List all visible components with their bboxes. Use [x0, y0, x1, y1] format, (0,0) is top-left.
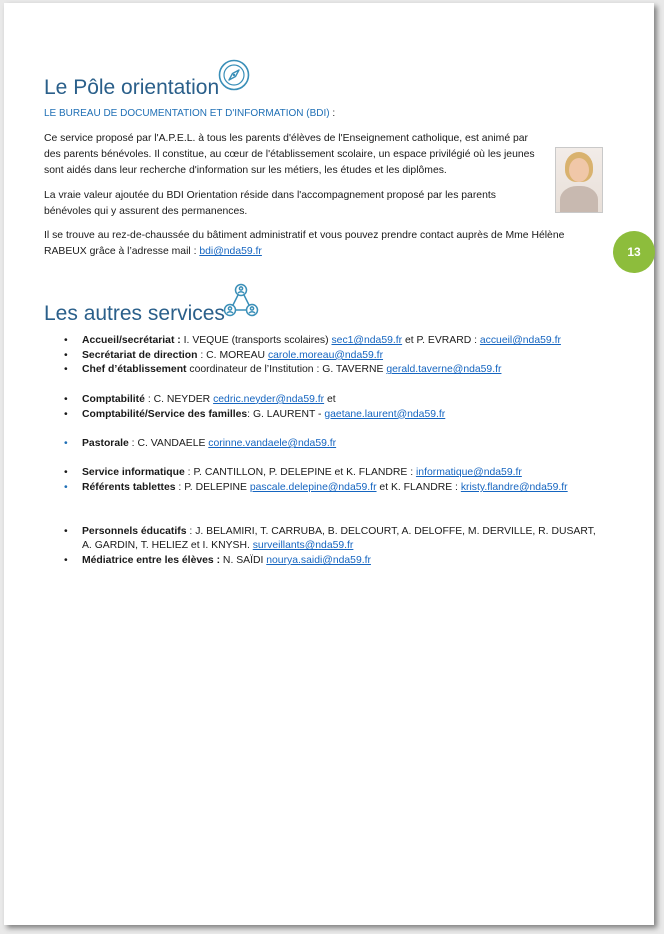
- list-spacer: [44, 496, 604, 525]
- service-item-personnels-educatifs: • Personnels éducatifs : J. BELAMIRI, T. CARRUBA, B. DELCOURT, A. DELOFFE, M. DERVILLE, R. DUSART, A. GARDIN, T. HELIEZ et I. KNYSH. surveillants@nda59.fr: [64, 525, 596, 552]
- bdi-subheading-colon: :: [329, 108, 336, 119]
- bdi-paragraph-2: La vraie valeur ajoutée du BDI Orientation réside dans l'accompagnement proposé par les parents bénévoles qui y assurent des permanences.: [44, 190, 496, 217]
- email-link-taverne[interactable]: gerald.taverne@nda59.fr: [386, 364, 502, 376]
- page-number-badge: 13: [613, 231, 655, 273]
- service-item-informatique: • Service informatique : P. CANTILLON, P. DELEPINE et K. FLANDRE : informatique@nda59.fr: [64, 467, 522, 479]
- email-link-neyder[interactable]: cedric.neyder@nda59.fr: [213, 393, 325, 405]
- contact-photo: [555, 147, 603, 213]
- people-network-icon: [223, 283, 259, 319]
- bdi-subheading-text: LE BUREAU DE DOCUMENTATION ET D'INFORMATION (BDI): [44, 108, 330, 119]
- section-title-orientation: Le Pôle orientation: [44, 76, 220, 99]
- section-title-services: Les autres services: [44, 302, 225, 325]
- service-item-accueil: • Accueil/secrétariat : I. VEQUE (transports scolaires) sec1@nda59.fr et P. EVRARD : accueil@nda59.fr: [64, 335, 561, 346]
- bdi-paragraph-1: Ce service proposé par l'A.P.E.L. à tous les parents d'élèves de l'Enseignement catholique, est animé par des parents bénévoles. Il constitue, au cœur de l'établissement scolaire, un espace privilégié où les jeunes sont aidés dans leur recherche d'information sur les métiers, les études et les diplômes.: [44, 133, 535, 176]
- email-link-delepine[interactable]: pascale.delepine@nda59.fr: [249, 481, 377, 493]
- email-link-laurent[interactable]: gaetane.laurent@nda59.fr: [324, 408, 446, 420]
- service-item-secretariat-direction: • Secrétariat de direction : C. MOREAU carole.moreau@nda59.fr: [64, 349, 384, 361]
- compass-icon: [218, 59, 250, 91]
- service-item-comptabilite: • Comptabilité : C. NEYDER cedric.neyder@nda59.fr et: [64, 393, 336, 405]
- services-list: [44, 334, 604, 569]
- list-spacer: [44, 422, 604, 437]
- email-link-flandre[interactable]: kristy.flandre@nda59.fr: [460, 481, 568, 493]
- bdi-email-link[interactable]: bdi@nda59.fr: [199, 246, 262, 257]
- list-spacer: [44, 378, 604, 393]
- email-link-surveillants[interactable]: surveillants@nda59.fr: [252, 540, 354, 552]
- email-link-moreau[interactable]: carole.moreau@nda59.fr: [267, 349, 384, 361]
- list-spacer: [44, 452, 604, 467]
- bdi-paragraph-3: [44, 228, 604, 260]
- bdi-paragraph-3-text: Il se trouve au rez-de-chaussée du bâtiment administratif et vous pouvez prendre contact auprès de Mme Hélène RABEUX grâce à l’adresse mail :: [44, 230, 565, 257]
- email-link-vandaele[interactable]: corinne.vandaele@nda59.fr: [208, 437, 337, 449]
- service-item-chef-etablissement: • Chef d’établissement coordinateur de l’Institution : G. TAVERNE gerald.taverne@nda59.fr: [64, 364, 502, 376]
- email-link-saidi[interactable]: nourya.saidi@nda59.fr: [266, 555, 371, 567]
- service-item-mediatrice: • Médiatrice entre les élèves : N. SAÏDI nourya.saidi@nda59.fr: [64, 555, 371, 567]
- service-item-service-familles: • Comptabilité/Service des familles: G. LAURENT - gaetane.laurent@nda59.fr: [64, 408, 446, 420]
- email-link-informatique[interactable]: informatique@nda59.fr: [415, 467, 522, 479]
- bdi-subheading: [44, 108, 335, 119]
- email-link-sec1[interactable]: sec1@nda59.fr: [331, 335, 403, 346]
- email-link-accueil[interactable]: accueil@nda59.fr: [479, 335, 561, 346]
- document-page: [4, 3, 654, 925]
- service-item-referents-tablettes: • Référents tablettes : P. DELEPINE pascale.delepine@nda59.fr et K. FLANDRE : kristy.flandre@nda59.fr: [64, 481, 568, 493]
- service-item-pastorale: • Pastorale : C. VANDAELE corinne.vandaele@nda59.fr: [64, 437, 337, 449]
